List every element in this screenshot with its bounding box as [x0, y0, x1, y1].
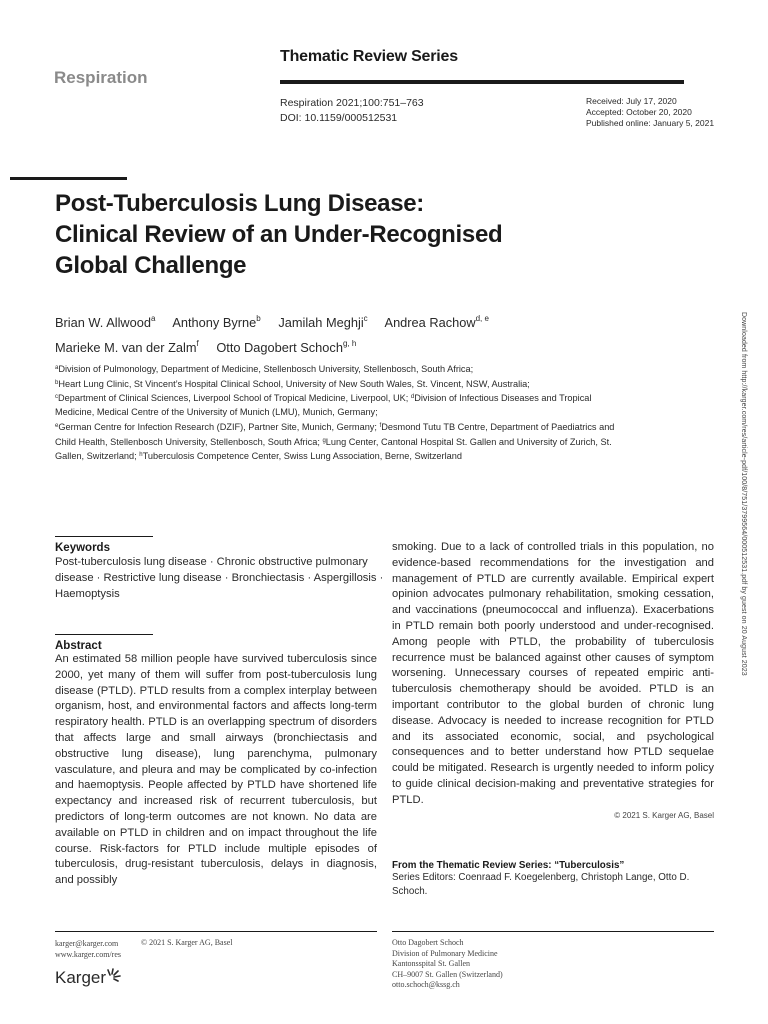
affiliations: $^a$Division of Pulmonology, Department of Medicine, Stellenbosch University, Stellenbosch, South Africa; $^b$Heart Lung Clinic, St Vincent’s Hospital Clinical School, University of New South Wales, St. Vincent, NSW, Australia; $^c$Department of Clinical Sciences, Liverpool School of Tropical Medicine, Liverpool, UK; $^d$Division of Infectious Diseases and Tropical Medicine, Medical Centre of the University of Munich (LMU), Munich, Germany; $^e$German Centre for Infection Research (DZIF), Partner Site, Munich, Germany; $^f$Desmond Tutu TB Centre, Department of Paediatrics and Child Health, Stellenbosch University, Stellenbosch, South Africa; $^g$Lung Center, Cantonal Hospital St. Gallen and University of Zurich, St. Gallen, Switzerland; $^h$Tuberculosis Competence Center, Swiss Lung Association, Berne, Switzerland: [55, 364, 615, 462]
correspondence-address: [392, 938, 503, 991]
keywords-section: [55, 536, 385, 602]
series-title: Thematic Review Series: [280, 48, 458, 65]
keywords-text: Post-tuberculosis lung disease · Chronic obstructive pulmonary disease · Restrictive lung disease · Bronchiectasis · Aspergillosis · Haemoptysis: [55, 556, 384, 600]
title-line: Clinical Review of an Under-Recognised: [55, 221, 503, 248]
abstract-text-right: smoking. Due to a lack of controlled trials in this population, no evidence-based recommendations for the investigation and management of PTLD are currently available. Empirical expert opinion advocates pulmonary rehabilitation, smoking cessation, and vaccinations (pneumococcal and influenza). Exacerbations in PTLD remain both poorly understood and under-recognised. Among people with PTLD, the probability of tuberculosis recurrence must be balanced against other causes of symptom worsening. Unnecessary courses of repeated empiric anti-tuberculosis chemotherapy should be avoided. PTLD is an important contributor to the global burden of chronic lung disease. Advocacy is needed to increase recognition for PTLD and its associated economic, social, and psychological consequences and to better understand how PTLD sequelae could be mitigated. Research is urgently needed to inform policy to guide clinical decision-making and preventative strategies for PTLD.: [392, 541, 714, 806]
title-rule: [10, 177, 127, 180]
accepted-date: Accepted: October 20, 2020: [586, 107, 692, 117]
abstract-heading: Abstract: [55, 640, 102, 652]
dates-block: [586, 96, 714, 129]
karger-logo: [55, 968, 121, 988]
author: Otto Dagobert Schoch$^{g, h}$: [216, 339, 357, 355]
keywords-heading: Keywords: [55, 542, 110, 554]
article-title: [55, 188, 655, 281]
citation-block: [280, 96, 424, 126]
abstract-copyright: © 2021 S. Karger AG, Basel: [614, 810, 714, 820]
author: Jamilah Meghji$^c$: [278, 314, 368, 330]
watermark-text: Downloaded from http://karger.com/res/article-pdf/100/8/751/3799564/000512531.pdf by guest on 20 August 2023: [740, 312, 747, 676]
author: Anthony Byrne$^b$: [172, 314, 261, 330]
logo-burst-icon: [107, 968, 121, 982]
corr-hospital: Kantonsspital St. Gallen: [392, 959, 470, 969]
corr-city: CH–9007 St. Gallen (Switzerland): [392, 969, 503, 979]
abstract-text-left: An estimated 58 million people have survived tuberculosis since 2000, yet many of them will suffer from post-tuberculosis lung disease (PTLD). PTLD results from a complex interplay between organism, host, and environmental factors and affects long-term respiratory health. PTLD is an overlapping spectrum of disorders that affects large and small airways (bronchiectasis and obstructive lung disease), lung parenchyma, pulmonary vasculature, and pleura and may be complicated by co-infection and haemoptysis. People affected by PTLD have shortened life expectancy and increased risk of recurrent tuberculosis, but predictors of long-term outcomes are not known. No data are available on PTLD in children and on impact throughout the life course. Risk-factors for PTLD include multiple episodes of tuberculosis, drug-resistant tuberculosis, delays in diagnosis, and possibly: [55, 653, 377, 887]
section-rule: [55, 634, 153, 635]
citation: Respiration 2021;100:751–763: [280, 97, 424, 109]
publisher-email[interactable]: karger@karger.com: [55, 939, 119, 948]
series-note-heading: From the Thematic Review Series: “Tuberculosis”: [392, 860, 625, 871]
author: Brian W. Allwood$^a$: [55, 314, 156, 330]
title-line: Post-Tuberculosis Lung Disease:: [55, 190, 424, 217]
download-watermark: [736, 312, 750, 742]
section-rule: [55, 536, 153, 537]
author-list: [55, 308, 655, 358]
series-editors: Series Editors: Coenraad F. Koegelenberg, Christoph Lange, Otto D. Schoch.: [392, 872, 690, 897]
corr-email[interactable]: otto.schoch@kssg.ch: [392, 980, 460, 990]
doi[interactable]: DOI: 10.1159/000512531: [280, 112, 398, 124]
received-date: Received: July 17, 2020: [586, 96, 677, 106]
header-rule: [280, 80, 684, 84]
abstract-continued: [392, 540, 714, 820]
publisher-contact: [55, 938, 121, 960]
journal-name: Respiration: [54, 68, 148, 87]
footer-copyright: © 2021 S. Karger AG, Basel: [141, 938, 233, 947]
footer-rule-right: [392, 931, 714, 932]
logo-text: Karger: [55, 968, 107, 987]
corr-name: Otto Dagobert Schoch: [392, 938, 464, 947]
published-date: Published online: January 5, 2021: [586, 118, 715, 128]
author: Andrea Rachow$^{d, e}$: [384, 314, 489, 330]
abstract-section: [55, 634, 377, 889]
corr-dept: Division of Pulmonary Medicine: [392, 948, 498, 958]
publisher-website[interactable]: www.karger.com/res: [55, 950, 121, 959]
series-note: [392, 860, 714, 899]
author: Marieke M. van der Zalm$^f$: [55, 339, 199, 355]
title-line: Global Challenge: [55, 252, 247, 279]
footer-rule-left: [55, 931, 377, 932]
